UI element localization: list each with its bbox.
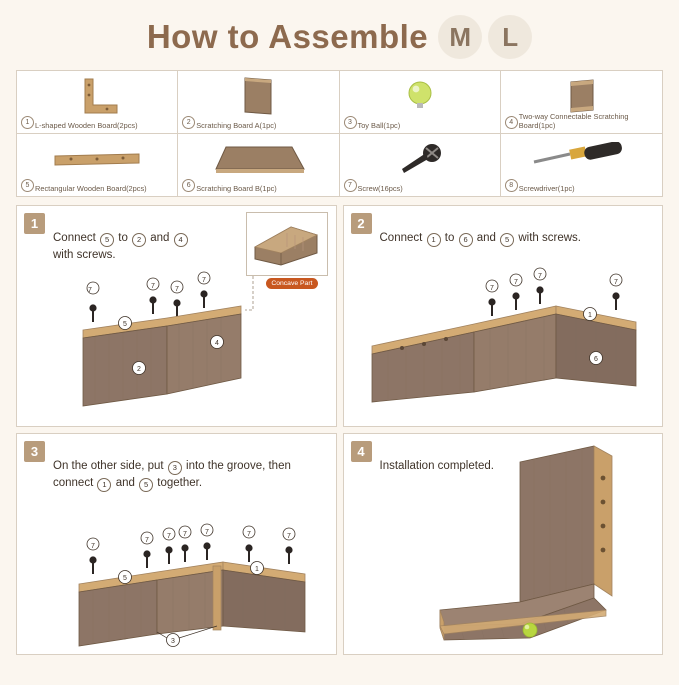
part-number: 3	[344, 116, 357, 129]
part-item	[501, 134, 662, 196]
part-label: L-shaped Wooden Board(2pcs)	[35, 121, 138, 130]
step-text-part: and	[115, 477, 135, 489]
step-text-part: and	[476, 232, 496, 244]
step-text-part: with screws.	[53, 249, 116, 261]
callout-label: Concave Part	[266, 278, 317, 289]
part-number: 1	[21, 116, 34, 129]
part-label: Screw(16pcs)	[357, 184, 403, 193]
part-label: Scratching Board B(1pc)	[196, 184, 277, 193]
part-item	[17, 71, 178, 134]
svg-text:7: 7	[513, 279, 518, 286]
svg-text:7: 7	[91, 543, 95, 550]
svg-text:3: 3	[171, 638, 175, 645]
svg-text:5: 5	[123, 321, 127, 328]
part-number: 7	[344, 179, 357, 192]
ref-part-5: 5	[100, 233, 114, 247]
svg-text:7: 7	[88, 287, 92, 294]
svg-text:2: 2	[137, 366, 141, 373]
part-item	[501, 71, 662, 134]
part-number: 2	[182, 116, 195, 129]
ref-part-2: 2	[132, 233, 146, 247]
title-text: How to Assemble	[146, 18, 429, 55]
svg-text:7: 7	[175, 286, 179, 293]
steps-grid	[16, 205, 663, 655]
step-1	[16, 205, 337, 427]
part-number: 5	[21, 179, 34, 192]
part-item	[178, 71, 339, 134]
ref-part-4: 4	[174, 233, 188, 247]
ref-part-1: 1	[97, 478, 111, 492]
step-4-diagram	[344, 434, 663, 654]
step-text-part: together.	[157, 477, 203, 489]
part-number: 8	[505, 179, 518, 192]
part-item	[340, 71, 501, 134]
part-item	[17, 134, 178, 196]
part-label: Rectangular Wooden Board(2pcs)	[35, 184, 147, 193]
ref-part-3: 3	[168, 461, 182, 475]
step-number: 1	[24, 213, 45, 234]
svg-text:7: 7	[167, 533, 171, 540]
screw-icon	[340, 138, 500, 180]
svg-text:1: 1	[255, 566, 259, 573]
cardboard-base-icon	[178, 138, 338, 180]
part-label: Scratching Board A(1pc)	[196, 121, 277, 130]
screwdriver-icon	[501, 138, 662, 180]
step-text-part: to	[118, 232, 128, 244]
size-badge-m: M	[438, 15, 482, 59]
part-item	[178, 134, 339, 196]
step-text-part: Connect	[379, 232, 423, 244]
svg-text:7: 7	[202, 277, 206, 284]
part-label: Screwdriver(1pc)	[518, 184, 575, 193]
svg-text:7: 7	[205, 529, 209, 536]
svg-text:7: 7	[537, 273, 542, 280]
step-2-diagram	[344, 206, 663, 426]
step-3	[16, 433, 337, 655]
step-4	[343, 433, 664, 655]
parts-table	[16, 70, 663, 197]
step-text-part: Connect	[53, 232, 96, 244]
step-text-part: into the groove, then connect	[53, 460, 291, 489]
ball-icon	[340, 75, 500, 117]
svg-text:4: 4	[215, 340, 219, 347]
step-text-part: On the other side, put	[53, 460, 164, 472]
ref-part-5: 5	[139, 478, 153, 492]
part-label: Two-way Connectable Scratching Board(1pc)	[518, 112, 629, 130]
ref-part-5: 5	[500, 233, 514, 247]
svg-text:7: 7	[287, 533, 291, 540]
svg-text:7: 7	[151, 283, 155, 290]
svg-text:7: 7	[247, 531, 251, 538]
svg-text:7: 7	[183, 531, 187, 538]
svg-text:7: 7	[489, 285, 494, 292]
assembly-instructions-page	[0, 6, 679, 685]
svg-text:7: 7	[145, 537, 149, 544]
step-number: 4	[351, 441, 372, 462]
svg-text:5: 5	[123, 575, 127, 582]
step-number: 2	[351, 213, 372, 234]
l-bracket-icon	[17, 75, 177, 117]
size-badge-l: L	[488, 15, 532, 59]
step-text-part: to	[444, 232, 455, 244]
svg-text:1: 1	[587, 312, 592, 319]
step-2	[343, 205, 664, 427]
svg-text:6: 6	[593, 356, 598, 363]
part-label: Toy Ball(1pc)	[357, 121, 401, 130]
part-item	[340, 134, 501, 196]
step-text-part: and	[150, 232, 170, 244]
part-number: 4	[505, 116, 518, 129]
svg-text:7: 7	[613, 279, 618, 286]
step-number: 3	[24, 441, 45, 462]
ref-part-1: 1	[427, 233, 441, 247]
connector-board-icon	[501, 75, 662, 117]
cardboard-panel-icon	[178, 75, 338, 117]
step-1-diagram	[17, 206, 336, 426]
step-instruction: Installation completed.	[379, 460, 494, 472]
wood-strip-icon	[17, 138, 177, 180]
page-title	[12, 6, 667, 68]
part-number: 6	[182, 179, 195, 192]
step-3-diagram	[17, 434, 336, 654]
step-text-part: with screws.	[518, 232, 581, 244]
ref-part-6: 6	[459, 233, 473, 247]
